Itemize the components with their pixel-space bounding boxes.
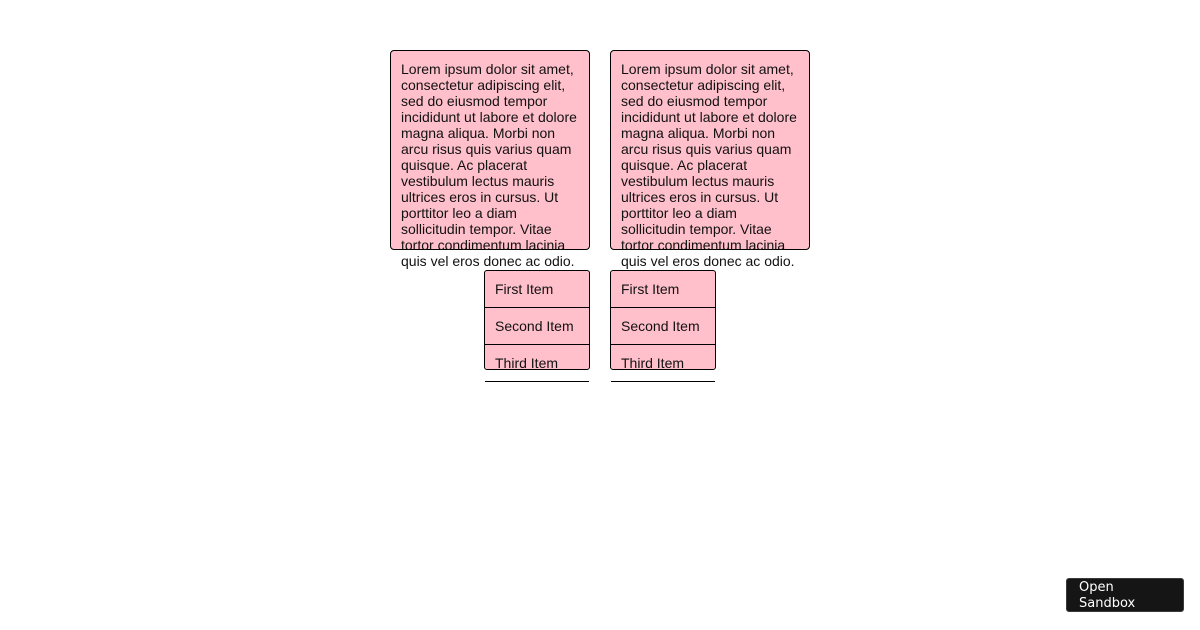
- list-item: Second Item: [611, 308, 715, 345]
- scroll-list-right[interactable]: [610, 270, 716, 370]
- open-sandbox-button[interactable]: Open Sandbox: [1066, 578, 1184, 612]
- text-box-left-content: Lorem ipsum dolor sit amet, consectetur adipiscing elit, sed do eiusmod tempor incididunt ut labore et dolore magna aliqua. Morbi non arcu risus quis varius quam quisque. Ac placerat vestibulum lectus mauris ultrices eros in cursus. Ut porttitor leo a diam sollicitudin tempor. Vitae tortor condimentum lacinia quis vel eros donec ac odio.: [401, 61, 577, 269]
- scroll-list-left[interactable]: [484, 270, 590, 370]
- text-box-right-content: Lorem ipsum dolor sit amet, consectetur adipiscing elit, sed do eiusmod tempor incididunt ut labore et dolore magna aliqua. Morbi non arcu risus quis varius quam quisque. Ac placerat vestibulum lectus mauris ultrices eros in cursus. Ut porttitor leo a diam sollicitudin tempor. Vitae tortor condimentum lacinia quis vel eros donec ac odio.: [621, 61, 797, 269]
- list-item: Third Item: [485, 345, 589, 382]
- list-item: First Item: [611, 271, 715, 308]
- list-item: First Item: [485, 271, 589, 308]
- scroll-text-box-left[interactable]: [390, 50, 590, 269]
- list-item: Third Item: [611, 345, 715, 382]
- list-item: Second Item: [485, 308, 589, 345]
- scroll-text-box-right[interactable]: [610, 50, 810, 269]
